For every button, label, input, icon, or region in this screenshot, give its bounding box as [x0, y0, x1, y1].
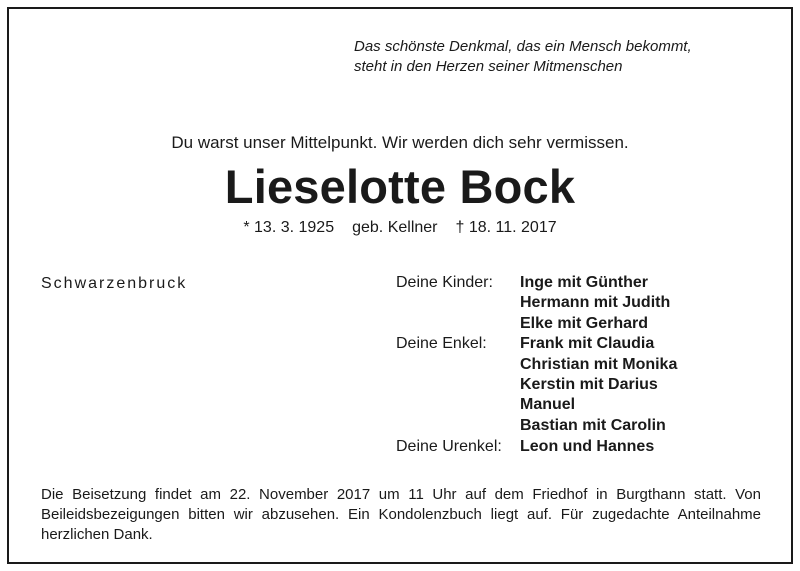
family-member: Manuel	[520, 396, 576, 414]
grandchildren-names	[520, 334, 677, 436]
greatgrandchildren-names	[520, 437, 654, 457]
grandchildren-label: Deine Enkel:	[396, 335, 487, 353]
greatgrandchildren-group	[396, 437, 677, 457]
children-label: Deine Kinder:	[396, 274, 493, 291]
obituary-notice	[7, 7, 793, 564]
family-member: Christian mit Monika	[520, 355, 678, 373]
children-group	[396, 273, 677, 334]
birth-date: * 13. 3. 1925	[243, 219, 335, 236]
funeral-notice-text: Die Beisetzung findet am 22. November 2017 um 11 Uhr auf dem Friedhof in Burgthann statt. Von Beileidsbezeigungen bitten wir abzusehen. Ein Kondolenzbuch liegt auf. Für zugedachte Anteilnahme herzlichen Dank.	[41, 486, 761, 543]
family-member: Hermann mit Judith	[520, 294, 671, 312]
family-member: Kerstin mit Darius	[520, 376, 658, 394]
grandchildren-group	[396, 334, 677, 436]
family-member: Leon und Hannes	[520, 438, 655, 456]
motto-quote	[354, 37, 692, 77]
family-list	[396, 273, 677, 458]
death-date: † 18. 11. 2017	[455, 219, 557, 236]
family-member: Frank mit Claudia	[520, 335, 655, 353]
deceased-name: Lieselotte Bock	[224, 160, 576, 213]
family-member: Inge mit Günther	[520, 274, 648, 291]
tagline: Du warst unser Mittelpunkt. Wir werden dich sehr vermissen.	[171, 133, 629, 152]
place-name: Schwarzenbruck	[41, 275, 188, 292]
motto-line-2: steht in den Herzen seiner Mitmenschen	[354, 58, 623, 75]
children-names	[520, 273, 670, 334]
maiden-name: geb. Kellner	[352, 219, 438, 236]
life-dates	[9, 217, 791, 239]
greatgrandchildren-label: Deine Urenkel:	[396, 438, 502, 456]
motto-line-1: Das schönste Denkmal, das ein Mensch bekommt,	[354, 38, 692, 55]
family-member: Elke mit Gerhard	[520, 314, 649, 332]
family-member: Bastian mit Carolin	[520, 416, 666, 434]
